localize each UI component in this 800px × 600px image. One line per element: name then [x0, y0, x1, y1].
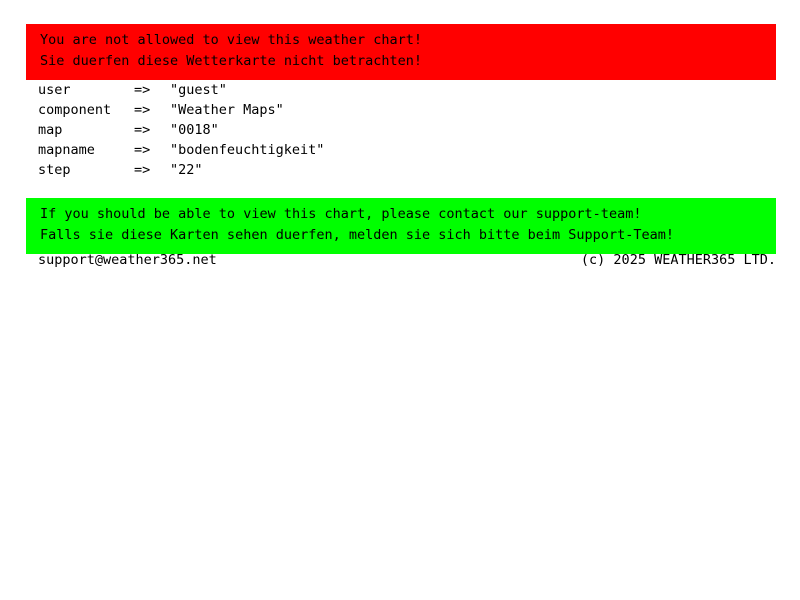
copyright-text: (c) 2025 WEATHER365 LTD.	[580, 252, 776, 268]
info-banner	[26, 198, 776, 254]
info-banner-line-en: If you should be able to view this chart, please contact our support-team!	[40, 206, 642, 222]
support-email-link[interactable]: support@weather365.net	[38, 252, 217, 268]
parameter-key: step	[38, 162, 71, 178]
parameter-value: "bodenfeuchtigkeit"	[170, 142, 325, 158]
parameter-arrow: =>	[134, 142, 151, 158]
parameter-value: "guest"	[170, 82, 227, 98]
parameter-row-component	[38, 100, 324, 120]
parameter-value: "0018"	[170, 122, 219, 138]
parameter-row-user	[38, 80, 324, 100]
info-banner-line-de: Falls sie diese Karten sehen duerfen, melden sie sich bitte beim Support-Team!	[40, 227, 674, 243]
error-banner-line-de: Sie duerfen diese Wetterkarte nicht betrachten!	[40, 53, 423, 69]
parameter-value: "Weather Maps"	[170, 102, 284, 118]
parameter-arrow: =>	[134, 82, 151, 98]
parameter-key: user	[38, 82, 71, 98]
parameter-key: mapname	[38, 142, 95, 158]
parameter-list	[38, 80, 324, 180]
parameter-key: component	[38, 102, 112, 118]
parameter-row-map	[38, 120, 324, 140]
parameter-key: map	[38, 122, 63, 138]
error-banner	[26, 24, 776, 80]
parameter-row-step	[38, 160, 324, 180]
parameter-arrow: =>	[134, 122, 151, 138]
parameter-arrow: =>	[134, 162, 151, 178]
parameter-value: "22"	[170, 162, 203, 178]
parameter-row-mapname	[38, 140, 324, 160]
error-banner-line-en: You are not allowed to view this weather chart!	[40, 32, 423, 48]
parameter-arrow: =>	[134, 102, 151, 118]
footer	[38, 250, 776, 270]
